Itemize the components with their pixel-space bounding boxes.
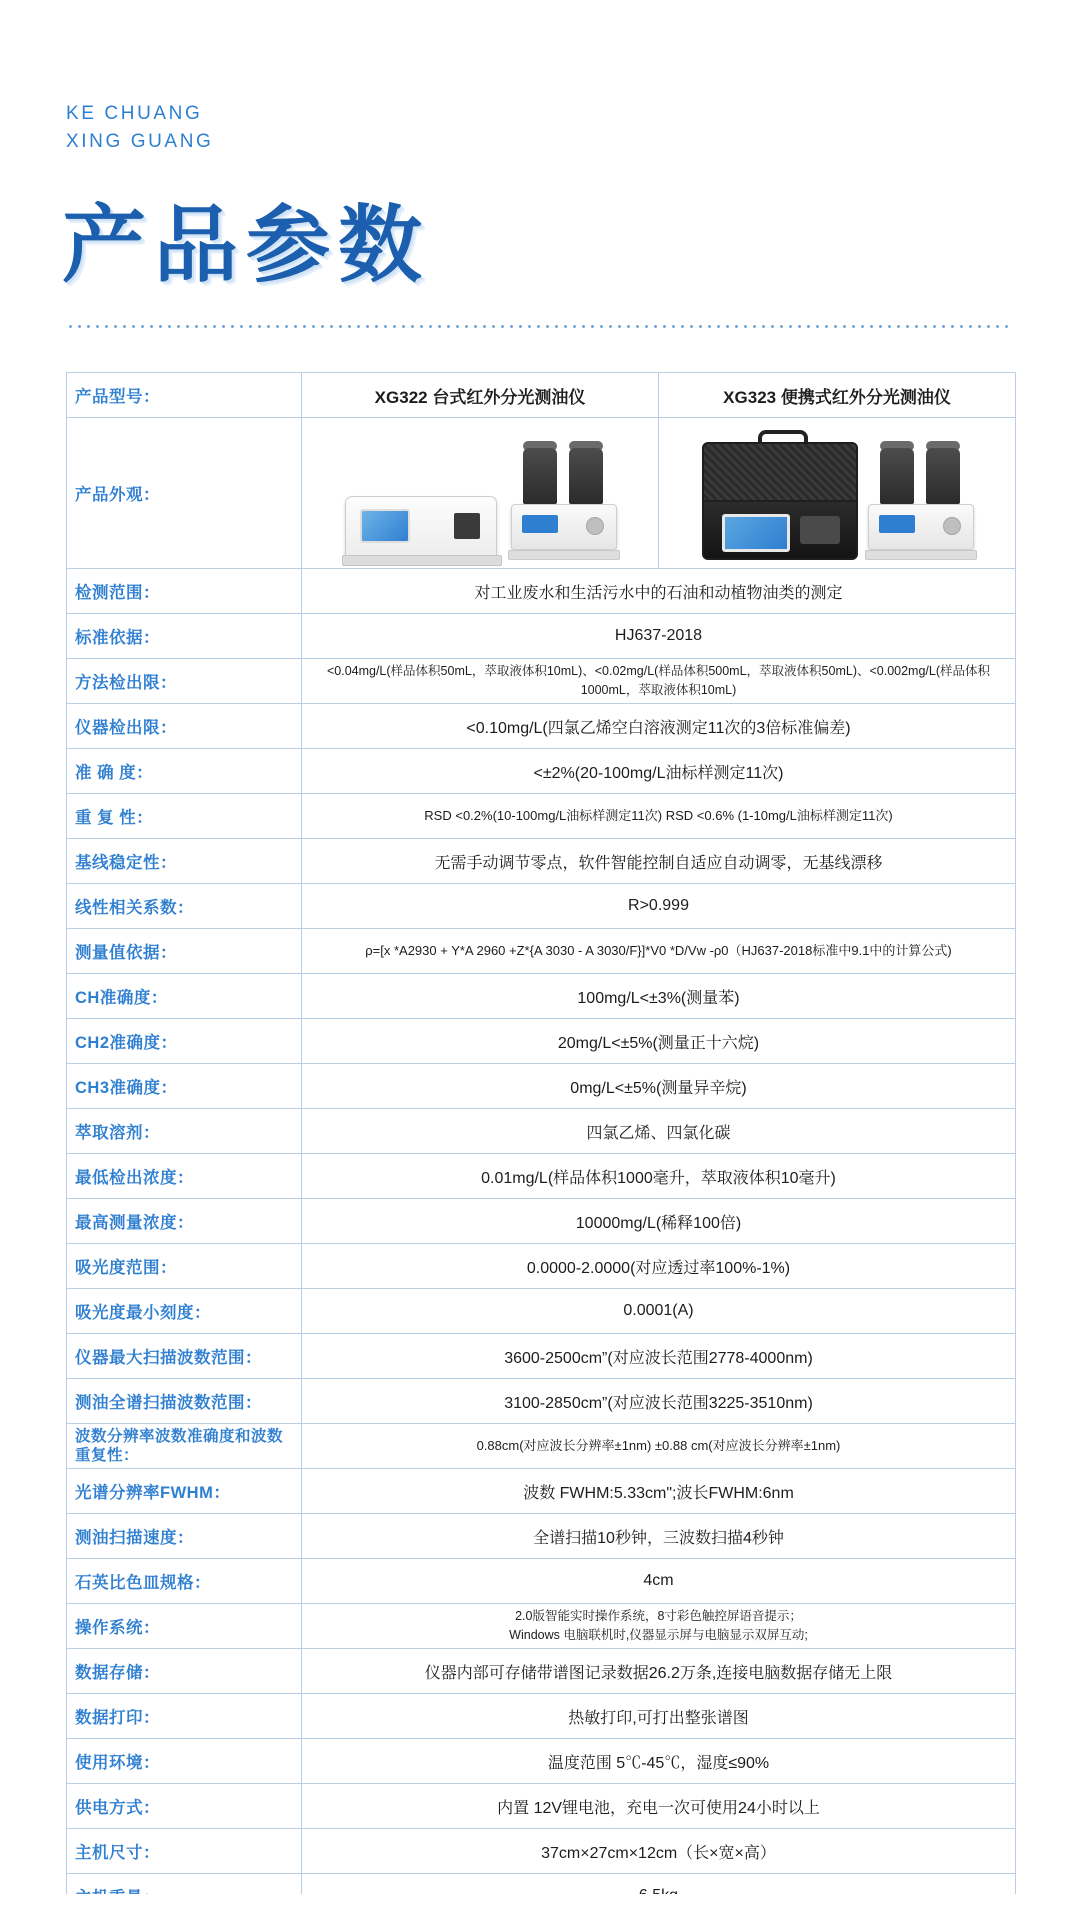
extractor-knob — [586, 517, 604, 535]
row-label: 数据存储： — [67, 1649, 302, 1694]
table-row — [67, 749, 1016, 794]
case-slot — [800, 516, 840, 544]
row-label: 重 复 性： — [67, 794, 302, 839]
row-value: 全谱扫描10秒钟，三波数扫描4秒钟 — [302, 1514, 1016, 1559]
row-value: <±2%(20-100mg/L油标样测定11次) — [302, 749, 1016, 794]
table-row — [67, 1469, 1016, 1514]
row-value: 20mg/L<±5%(测量正十六烷) — [302, 1019, 1016, 1064]
row-value: 仪器内部可存储带谱图记录数据26.2万条,连接电脑数据存储无上限 — [302, 1649, 1016, 1694]
row-label: 仪器检出限： — [67, 704, 302, 749]
extractor-body — [511, 504, 617, 550]
row-label: CH3准确度： — [67, 1064, 302, 1109]
table-row — [67, 704, 1016, 749]
case-bottom — [702, 500, 858, 560]
row-label: 操作系统： — [67, 1604, 302, 1649]
table-row — [67, 884, 1016, 929]
product-image-xg322 — [302, 418, 659, 569]
row-value: 内置 12V锂电池，充电一次可使用24小时以上 — [302, 1784, 1016, 1829]
table-row — [67, 1739, 1016, 1784]
extractor-cylinder-left — [523, 448, 557, 504]
extractor-cylinder-right — [569, 448, 603, 504]
table-row — [67, 839, 1016, 884]
table-row — [67, 794, 1016, 839]
table-row — [67, 1559, 1016, 1604]
row-value: 热敏打印,可打出整张谱图 — [302, 1694, 1016, 1739]
device-screen — [360, 509, 410, 543]
row-label: 测油全谱扫描波数范围： — [67, 1379, 302, 1424]
case-inner-screen — [722, 514, 790, 552]
table-row — [67, 1109, 1016, 1154]
row-label: 测油扫描速度： — [67, 1514, 302, 1559]
table-row — [67, 929, 1016, 974]
row-value: 37cm×27cm×12cm（长×宽×高） — [302, 1829, 1016, 1874]
row-value: 四氯乙烯、四氯化碳 — [302, 1109, 1016, 1154]
table-row — [67, 1199, 1016, 1244]
extractor-device — [511, 448, 615, 560]
row-label: 准 确 度： — [67, 749, 302, 794]
dotted-divider — [66, 325, 1014, 328]
table-row — [67, 1649, 1016, 1694]
row-label: 石英比色皿规格： — [67, 1559, 302, 1604]
extractor-foot — [865, 550, 977, 560]
table-row — [67, 569, 1016, 614]
extractor-cylinder-left — [880, 448, 914, 504]
row-label: 最低检出浓度： — [67, 1154, 302, 1199]
portable-case — [702, 442, 854, 560]
row-value: <0.04mg/L(样品体积50mL，萃取液体积10mL)、<0.02mg/L(样品体积500mL，萃取液体积50mL)、<0.002mg/L(样品体积1000mL，萃取液体积10mL) — [302, 659, 1016, 704]
table-row — [67, 659, 1016, 704]
row-label: 最高测量浓度： — [67, 1199, 302, 1244]
row-label: 基线稳定性： — [67, 839, 302, 884]
brand-line-2: XING GUANG — [66, 130, 214, 152]
row-label: 使用环境： — [67, 1739, 302, 1784]
table-row — [67, 1244, 1016, 1289]
row-value: 无需手动调节零点，软件智能控制自适应自动调零，无基线漂移 — [302, 839, 1016, 884]
brand-line-1: KE CHUANG — [66, 103, 203, 124]
row-label: 检测范围： — [67, 569, 302, 614]
row-value: 4cm — [302, 1559, 1016, 1604]
row-label: 光谱分辨率FWHM： — [67, 1469, 302, 1514]
row-value: 0mg/L<±5%(测量异辛烷) — [302, 1064, 1016, 1109]
extractor-knob — [943, 517, 961, 535]
row-value: 0.01mg/L(样品体积1000毫升，萃取液体积10毫升) — [302, 1154, 1016, 1199]
table-row — [67, 1154, 1016, 1199]
row-label: 吸光度范围： — [67, 1244, 302, 1289]
device-panel — [454, 513, 480, 539]
row-value: 3600-2500cm”(对应波长范围2778-4000nm) — [302, 1334, 1016, 1379]
row-value: 0.88cm(对应波长分辨率±1nm) ±0.88 cm(对应波长分辨率±1nm) — [302, 1424, 1016, 1469]
model-xg322: XG322 台式红外分光测油仪 — [302, 373, 659, 418]
footer-spacer — [0, 1894, 1080, 1920]
row-label: 产品外观： — [67, 418, 302, 569]
extractor-display — [879, 515, 915, 533]
brand-name — [66, 100, 213, 155]
table-row — [67, 1424, 1016, 1469]
row-label: 标准依据： — [67, 614, 302, 659]
row-value: 3100-2850cm”(对应波长范围3225-3510nm) — [302, 1379, 1016, 1424]
table-row — [67, 1829, 1016, 1874]
row-value: RSD <0.2%(10-100mg/L油标样测定11次) RSD <0.6% (1-10mg/L油标样测定11次) — [302, 794, 1016, 839]
benchtop-analyzer-image — [310, 418, 650, 568]
row-value: HJ637-2018 — [302, 614, 1016, 659]
row-label: 数据打印： — [67, 1694, 302, 1739]
row-value: 0.0001(A) — [302, 1289, 1016, 1334]
extractor-device-2 — [868, 448, 972, 560]
page-title: 产品参数 — [62, 200, 431, 293]
row-value: 温度范围 5℃-45℃，湿度≤90% — [302, 1739, 1016, 1784]
row-label: 产品型号： — [67, 373, 302, 418]
row-value: 对工业废水和生活污水中的石油和动植物油类的测定 — [302, 569, 1016, 614]
row-value: ρ=[x *A2930 + Y*A 2960 +Z*{A 3030 - A 3030/F}]*V0 *D/Vw -ρ0（HJ637-2018标准中9.1中的计算公式) — [302, 929, 1016, 974]
row-label: CH2准确度： — [67, 1019, 302, 1064]
device-base — [342, 555, 502, 566]
table-row — [67, 1604, 1016, 1649]
spec-table — [66, 372, 1016, 1919]
product-image-xg323 — [659, 418, 1016, 569]
table-row — [67, 373, 1016, 418]
benchtop-device — [345, 496, 497, 560]
table-row — [67, 1334, 1016, 1379]
extractor-body — [868, 504, 974, 550]
row-label: 主机尺寸： — [67, 1829, 302, 1874]
case-lid — [702, 442, 858, 504]
row-value: R>0.999 — [302, 884, 1016, 929]
row-label: 萃取溶剂： — [67, 1109, 302, 1154]
row-label: 测量值依据： — [67, 929, 302, 974]
table-row — [67, 418, 1016, 569]
table-row — [67, 1784, 1016, 1829]
row-label: 仪器最大扫描波数范围： — [67, 1334, 302, 1379]
extractor-cylinder-right — [926, 448, 960, 504]
extractor-foot — [508, 550, 620, 560]
row-label: 方法检出限： — [67, 659, 302, 704]
row-value: 0.0000-2.0000(对应透过率100%-1%) — [302, 1244, 1016, 1289]
table-row — [67, 974, 1016, 1019]
row-label: 线性相关系数： — [67, 884, 302, 929]
row-label: CH准确度： — [67, 974, 302, 1019]
row-value: 100mg/L<±3%(测量苯) — [302, 974, 1016, 1019]
row-value: <0.10mg/L(四氯乙烯空白溶液测定11次的3倍标准偏差) — [302, 704, 1016, 749]
row-label: 吸光度最小刻度： — [67, 1289, 302, 1334]
table-row — [67, 1379, 1016, 1424]
row-label: 供电方式： — [67, 1784, 302, 1829]
row-value: 2.0版智能实时操作系统，8寸彩色触控屏语音提示； Windows 电脑联机时,仪器显示屏与电脑显示双屏互动; — [302, 1604, 1016, 1649]
table-row — [67, 1019, 1016, 1064]
table-row — [67, 1694, 1016, 1739]
table-row — [67, 1289, 1016, 1334]
table-row — [67, 1514, 1016, 1559]
model-xg323: XG323 便携式红外分光测油仪 — [659, 373, 1016, 418]
table-row — [67, 614, 1016, 659]
spec-table-wrap — [66, 372, 1016, 1919]
portable-case-image — [667, 418, 1007, 568]
extractor-display — [522, 515, 558, 533]
row-value: 波数 FWHM:5.33cm";波长FWHM:6nm — [302, 1469, 1016, 1514]
table-row — [67, 1064, 1016, 1109]
row-value: 10000mg/L(稀释100倍) — [302, 1199, 1016, 1244]
row-label: 波数分辨率波数准确度和波数重复性： — [67, 1424, 302, 1469]
